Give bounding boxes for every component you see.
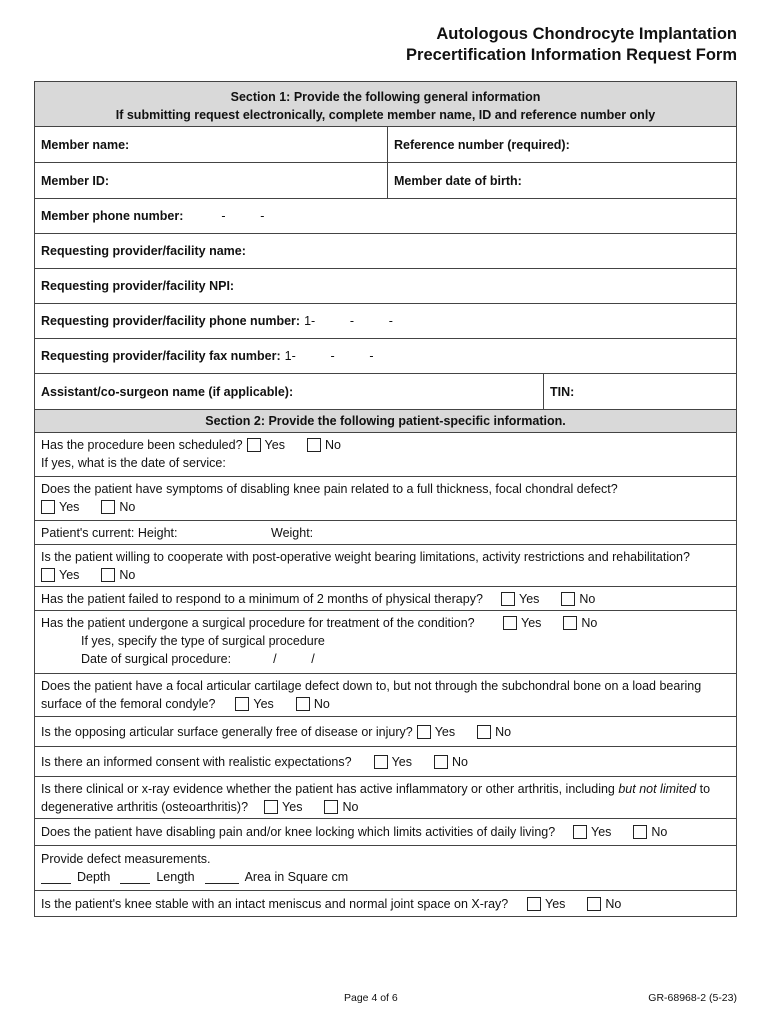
- checkbox[interactable]: [374, 755, 388, 769]
- member-id-label: Member ID:: [41, 173, 110, 188]
- no-label: No: [324, 438, 341, 452]
- section-2-header: [35, 409, 736, 432]
- no-label: No: [313, 697, 330, 711]
- member-dob-label: Member date of birth:: [394, 173, 522, 188]
- checkbox[interactable]: [561, 592, 575, 606]
- surgery-date-label: Date of surgical procedure:: [81, 652, 232, 666]
- defect-question-line-1: Does the patient have a focal articular cartilage defect down to, but not through the subchondral bone on a load bearing: [41, 679, 702, 693]
- question-surgery: [35, 610, 736, 673]
- assistant-label: Assistant/co-surgeon name (if applicable):: [41, 384, 294, 399]
- no-label: No: [579, 591, 596, 606]
- scheduled-question-text: Has the procedure been scheduled?: [41, 438, 243, 452]
- height-field[interactable]: [35, 521, 271, 544]
- cooperate-no-option[interactable]: [101, 566, 135, 584]
- checkbox[interactable]: [264, 800, 278, 814]
- yes-label: Yes: [521, 616, 542, 630]
- provider-npi-row[interactable]: [35, 268, 736, 303]
- question-focal-defect: [35, 673, 736, 716]
- member-name-row: [35, 126, 736, 162]
- area-input[interactable]: [205, 871, 239, 884]
- page-number: Page 4 of 6: [344, 992, 398, 1004]
- stable-no-option[interactable]: [587, 897, 621, 911]
- checkbox[interactable]: [527, 897, 541, 911]
- weight-label: Weight:: [271, 525, 314, 540]
- provider-phone-mask: 1- - -: [304, 314, 393, 328]
- question-opposing-surface: [35, 716, 736, 746]
- provider-name-row[interactable]: [35, 233, 736, 268]
- title-line-1: Autologous Chondrocyte Implantation: [436, 25, 737, 43]
- checkbox[interactable]: [434, 755, 448, 769]
- no-label: No: [495, 724, 512, 739]
- yes-label: Yes: [545, 896, 566, 911]
- area-label: Area in Square cm: [244, 870, 349, 884]
- no-label: No: [119, 500, 136, 514]
- assistant-field[interactable]: [35, 374, 543, 409]
- question-knee-locking: [35, 818, 736, 845]
- pt-question-text: Has the patient failed to respond to a minimum of 2 months of physical therapy?: [41, 591, 483, 606]
- yes-label: Yes: [391, 754, 412, 769]
- checkbox[interactable]: [324, 800, 338, 814]
- consent-yes-option[interactable]: [374, 755, 412, 769]
- section-2-heading: Section 2: Provide the following patient-specific information.: [205, 414, 566, 428]
- surgery-date-mask: / /: [273, 652, 315, 666]
- question-informed-consent: [35, 746, 736, 776]
- yes-label: Yes: [59, 500, 80, 514]
- checkbox[interactable]: [307, 438, 321, 452]
- tin-field[interactable]: [543, 374, 736, 409]
- symptoms-yes-option[interactable]: [41, 498, 79, 516]
- yes-label: Yes: [59, 568, 80, 582]
- pt-yes-option[interactable]: [501, 592, 539, 606]
- date-of-service-field[interactable]: [35, 454, 736, 472]
- arthritis-question-end: to: [696, 782, 711, 796]
- section-1-heading: Section 1: Provide the following general information: [230, 90, 541, 104]
- provider-fax-mask: 1- - -: [284, 349, 374, 363]
- no-label: No: [651, 825, 668, 839]
- member-name-label: Member name:: [41, 137, 130, 152]
- surgery-type-field[interactable]: [35, 632, 736, 650]
- opposing-question-text: Is the opposing articular surface generally free of disease or injury?: [41, 724, 413, 739]
- section-1-header: [35, 82, 736, 126]
- yes-label: Yes: [434, 724, 456, 739]
- locking-yes-option[interactable]: [573, 825, 611, 839]
- cooperate-yes-option[interactable]: [41, 566, 79, 584]
- member-name-field[interactable]: [35, 127, 387, 162]
- surgery-date-field[interactable]: [35, 650, 736, 668]
- checkbox[interactable]: [573, 825, 587, 839]
- question-symptoms: [35, 476, 736, 520]
- member-phone-row[interactable]: [35, 198, 736, 233]
- checkbox[interactable]: [235, 697, 249, 711]
- height-label: Patient's current: Height:: [41, 525, 178, 540]
- stable-yes-option[interactable]: [527, 897, 565, 911]
- checkbox[interactable]: [587, 897, 601, 911]
- no-label: No: [451, 754, 468, 769]
- member-dob-field[interactable]: [387, 163, 736, 198]
- form-title: [406, 24, 737, 66]
- checkbox[interactable]: [41, 568, 55, 582]
- defect-yes-option[interactable]: [235, 695, 273, 713]
- checkbox[interactable]: [247, 438, 261, 452]
- surgery-yes-option[interactable]: [503, 614, 541, 632]
- length-input[interactable]: [120, 871, 150, 884]
- locking-no-option[interactable]: [633, 825, 667, 839]
- consent-question-text: Is there an informed consent with realistic expectations?: [41, 754, 352, 769]
- checkbox[interactable]: [41, 500, 55, 514]
- scheduled-yes-option[interactable]: [247, 436, 285, 454]
- member-phone-mask: - -: [221, 209, 265, 223]
- precert-form: [34, 81, 737, 917]
- provider-npi-label: Requesting provider/facility NPI:: [41, 279, 235, 293]
- arthritis-no-option[interactable]: [324, 798, 358, 816]
- tin-label: TIN:: [550, 384, 575, 399]
- yes-label: Yes: [282, 800, 303, 814]
- length-label: Length: [156, 870, 195, 884]
- checkbox[interactable]: [417, 725, 431, 739]
- yes-label: Yes: [591, 825, 612, 839]
- surgery-no-option[interactable]: [563, 614, 597, 632]
- cooperate-question-text: Is the patient willing to cooperate with post-operative weight bearing limitations, activity restrictions and rehabilitation?: [41, 550, 690, 564]
- checkbox[interactable]: [477, 725, 491, 739]
- provider-phone-row[interactable]: [35, 303, 736, 338]
- defect-no-option[interactable]: [296, 695, 330, 713]
- checkbox[interactable]: [501, 592, 515, 606]
- surgery-type-label: If yes, specify the type of surgical procedure: [81, 634, 325, 648]
- section-1-subheading: If submitting request electronically, complete member name, ID and reference number only: [115, 108, 656, 122]
- question-scheduled: [35, 432, 736, 476]
- opposing-no-option[interactable]: [477, 725, 511, 739]
- arthritis-question-line-2: degenerative arthritis (osteoarthritis)?: [41, 800, 249, 814]
- no-label: No: [581, 616, 598, 630]
- scheduled-no-option[interactable]: [307, 436, 341, 454]
- symptoms-no-option[interactable]: [101, 498, 135, 516]
- checkbox[interactable]: [633, 825, 647, 839]
- weight-field[interactable]: [265, 521, 736, 544]
- provider-name-label: Requesting provider/facility name:: [41, 244, 246, 258]
- checkbox[interactable]: [101, 500, 115, 514]
- provider-fax-row[interactable]: [35, 338, 736, 373]
- provider-phone-label: Requesting provider/facility phone number:: [41, 314, 301, 328]
- member-phone-label: Member phone number:: [41, 209, 184, 223]
- checkbox[interactable]: [563, 616, 577, 630]
- question-knee-stable: [35, 890, 736, 916]
- depth-label: Depth: [77, 870, 111, 884]
- arthritis-emphasis: but not limited: [618, 782, 697, 796]
- question-arthritis: [35, 776, 736, 818]
- stable-question-text: Is the patient's knee stable with an intact meniscus and normal joint space on X-ray?: [41, 896, 509, 911]
- reference-number-field[interactable]: [387, 127, 736, 162]
- question-cooperate: [35, 544, 736, 586]
- question-physical-therapy: [35, 586, 736, 610]
- checkbox[interactable]: [296, 697, 310, 711]
- checkbox[interactable]: [503, 616, 517, 630]
- member-id-row: [35, 162, 736, 198]
- arthritis-question-text: Is there clinical or x-ray evidence whether the patient has active inflammatory or other arthritis, including: [41, 782, 619, 796]
- no-label: No: [605, 896, 622, 911]
- reference-number-label: Reference number (required):: [394, 137, 570, 152]
- pt-no-option[interactable]: [561, 592, 595, 606]
- defect-question-line-2: surface of the femoral condyle?: [41, 697, 216, 711]
- assistant-row: [35, 373, 736, 409]
- provider-fax-label: Requesting provider/facility fax number:: [41, 349, 281, 363]
- form-code: GR-68968-2 (5-23): [648, 992, 737, 1004]
- yes-label: Yes: [519, 591, 540, 606]
- date-of-service-label: If yes, what is the date of service:: [41, 456, 226, 470]
- opposing-yes-option[interactable]: [417, 725, 455, 739]
- title-line-2: Precertification Information Request Form: [406, 46, 737, 64]
- height-weight-row: [35, 520, 736, 544]
- question-defect-measurements: [35, 845, 736, 890]
- depth-input[interactable]: [41, 871, 71, 884]
- checkbox[interactable]: [101, 568, 115, 582]
- symptoms-question-text: Does the patient have symptoms of disabling knee pain related to a full thickness, focal chondral defect?: [41, 482, 618, 496]
- consent-no-option[interactable]: [434, 755, 468, 769]
- locking-question-text: Does the patient have disabling pain and/or knee locking which limits activities of daily living?: [41, 825, 556, 839]
- surgery-question-text: Has the patient undergone a surgical procedure for treatment of the condition?: [41, 616, 475, 630]
- yes-label: Yes: [264, 438, 285, 452]
- no-label: No: [119, 568, 136, 582]
- measurements-question-text: Provide defect measurements.: [41, 852, 211, 866]
- arthritis-yes-option[interactable]: [264, 798, 302, 816]
- member-id-field[interactable]: [35, 163, 387, 198]
- yes-label: Yes: [253, 697, 274, 711]
- no-label: No: [342, 800, 359, 814]
